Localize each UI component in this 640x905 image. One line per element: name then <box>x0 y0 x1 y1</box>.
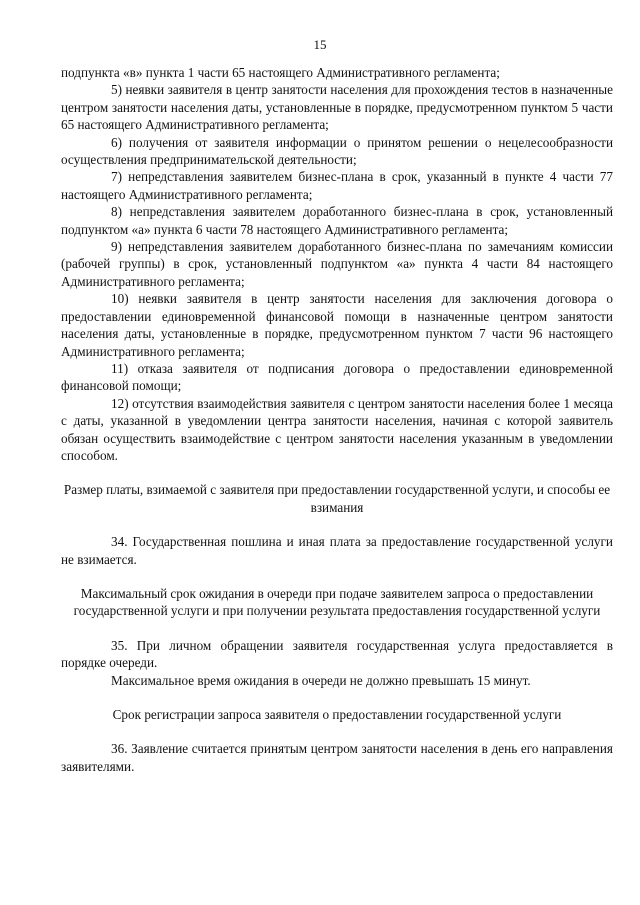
page-number: 15 <box>313 37 327 52</box>
section-paragraph-36: 36. Заявление считается принятым центром занятости населения в день его направления заявителями. <box>61 741 613 774</box>
paragraph-continuation: подпункта «в» пункта 1 части 65 настоящего Административного регламента; <box>61 65 500 80</box>
list-item-12: 12) отсутствия взаимодействия заявителя с центром занятости населения более 1 месяца с даты, указанной в уведомлении центра занятости населения, начиная с которой заявитель обязан осуществить взаимодействие с центром занятости населения указанным в уведомлении способом. <box>61 395 613 463</box>
list-item-5: 5) неявки заявителя в центр занятости населения для прохождения тестов в назначенные центром занятости населения даты, установленные в порядке, предусмотренном пунктом 5 части 65 настоящего Административного регламента; <box>61 82 613 133</box>
section-paragraph-34: 34. Государственная пошлина и иная плата за предоставление государственной услуги не взимается. <box>61 534 613 567</box>
section-heading-registration: Срок регистрации запроса заявителя о предоставлении государственной услуги <box>112 707 562 722</box>
list-item-11: 11) отказа заявителя от подписания договора о предоставлении единовременной финансовой помощи; <box>61 360 613 394</box>
list-item-7: 7) непредставления заявителем бизнес-плана в срок, указанный в пункте 4 части 77 настоящего Административного регламента; <box>61 169 613 202</box>
list-item-8: 8) непредставления заявителем доработанного бизнес-плана в срок, установленный подпунктом «а» пункта 6 части 78 настоящего Административного регламента; <box>61 204 613 237</box>
list-item-6: 6) получения от заявителя информации о принятом решении о нецелесообразности осуществления предпринимательской деятельности; <box>61 134 613 168</box>
list-item-10: 10) неявки заявителя в центр занятости населения для заключения договора о предоставлении единовременной финансовой помощи в назначенные центром занятости населения даты, установленные в порядке, предусмотренном пунктом 7 части 96 настоящего Административного регламента; <box>61 291 613 359</box>
document-body <box>61 64 613 775</box>
section-heading-fee: Размер платы, взимаемой с заявителя при предоставлении государственной услуги, и способы ее взимания <box>63 482 611 515</box>
list-item-9: 9) непредставления заявителем доработанного бизнес-плана по замечаниям комиссии (рабочей группы) в срок, установленный подпунктом «а» пункта 4 части 84 настоящего Административного регламента; <box>61 239 613 289</box>
section-paragraph-35: 35. При личном обращении заявителя государственная услуга предоставляется в порядке очереди. <box>61 637 613 671</box>
section-heading-queue: Максимальный срок ожидания в очереди при подаче заявителем запроса о предоставлении государственной услуги и при получении результата предоставления государственной услуги <box>73 585 601 619</box>
section-paragraph-queue-time: Максимальное время ожидания в очереди не должно превышать 15 минут. <box>111 672 531 688</box>
